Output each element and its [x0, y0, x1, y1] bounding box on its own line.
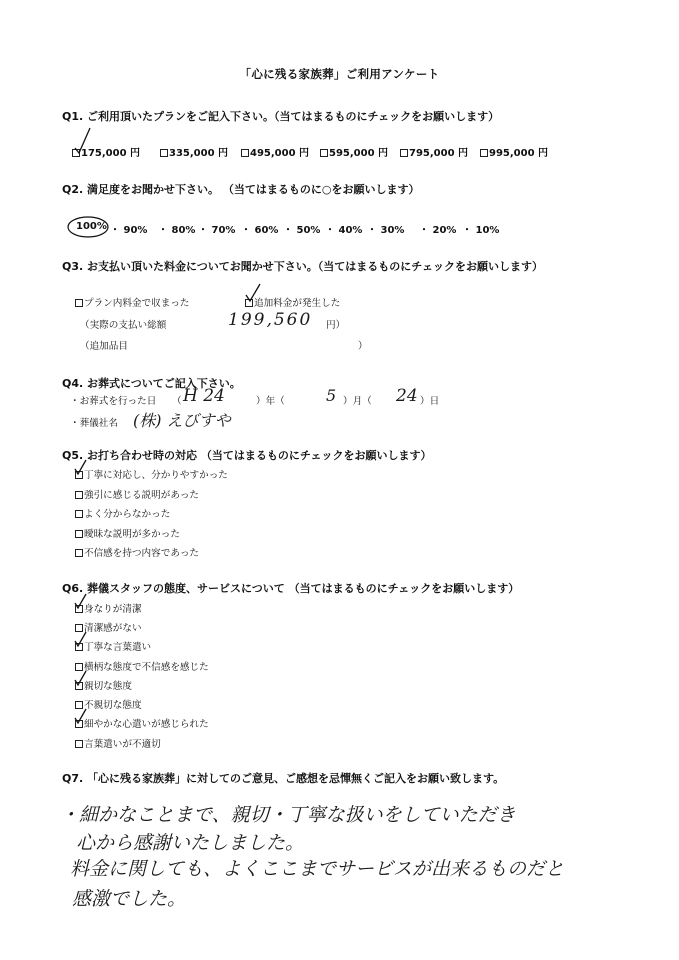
- q4-month-value: 5: [326, 386, 337, 405]
- q6-check-mark: [74, 593, 90, 611]
- checkbox[interactable]: [320, 149, 328, 157]
- q6-check-mark: [74, 670, 90, 688]
- q1-option-label: 595,000 円: [329, 148, 389, 159]
- q3-check-mark: [244, 283, 268, 305]
- q7-comment-line: 料金に関しても、よくここまでサービスが出来るものだと: [70, 858, 565, 880]
- q4-company-label: ・葬儀社名: [70, 418, 118, 429]
- q4-year-close: ）年（: [256, 396, 285, 407]
- q1-option[interactable]: [241, 144, 309, 159]
- q5-option[interactable]: [75, 467, 228, 481]
- checkbox[interactable]: [75, 549, 83, 557]
- checkbox[interactable]: [75, 530, 83, 538]
- q4-year-open: （: [172, 396, 182, 407]
- q6-question: Q6. 葬儀スタッフの態度、サービスについて （当てはまるものにチェックをお願いします）: [62, 582, 520, 595]
- q6-option-label: 横柄な態度で不信感を感じた: [84, 662, 209, 673]
- q2-option[interactable]: ・ 90%: [110, 225, 148, 236]
- q1-option-label: 795,000 円: [409, 148, 469, 159]
- q7-comment-line: 心から感謝いたしました。: [76, 832, 305, 854]
- q7-question: Q7. 「心に残る家族葬」に対してのご意見、ご感想を忌憚無くご記入をお願い致します。: [62, 772, 505, 785]
- q1-option-label: 495,000 円: [250, 148, 310, 159]
- checkbox[interactable]: [480, 149, 488, 157]
- checkbox[interactable]: [400, 149, 408, 157]
- q6-option-label: 丁寧な言葉遣い: [84, 642, 152, 653]
- q3-total-value: 199,560: [228, 310, 313, 330]
- q1-question: Q1. ご利用頂いたプランをご記入下さい。（当てはまるものにチェックをお願いします）: [62, 110, 500, 123]
- q4-day-close: ）日: [420, 396, 440, 407]
- checkbox[interactable]: [75, 740, 83, 748]
- q2-option[interactable]: ・ 50%: [283, 225, 321, 236]
- q5-option[interactable]: [75, 526, 180, 540]
- q1-option-label: 335,000 円: [169, 148, 229, 159]
- q4-date-label: ・お葬式を行った日: [70, 396, 157, 407]
- checkbox[interactable]: [160, 149, 168, 157]
- q1-option-label: 995,000 円: [489, 148, 549, 159]
- q5-option-label: 曖昧な説明が多かった: [84, 529, 180, 540]
- q1-option-label: 175,000 円: [81, 148, 141, 159]
- q6-option-label: 身なりが清潔: [84, 604, 142, 615]
- q3-total-label: （実際の支払い総額: [80, 320, 167, 331]
- q6-option-label: 親切な態度: [84, 681, 132, 692]
- q3-total-unit: 円）: [326, 320, 346, 331]
- q5-option-label: よく分からなかった: [84, 509, 171, 520]
- q4-company-value: (株) えびすや: [133, 411, 231, 430]
- q1-option[interactable]: [320, 144, 388, 159]
- q7-comment-line: 感激でした。: [72, 888, 187, 910]
- q5-option[interactable]: [75, 487, 199, 501]
- q2-option[interactable]: ・ 80%: [158, 225, 196, 236]
- q6-option[interactable]: [75, 659, 209, 673]
- q6-option[interactable]: [75, 736, 161, 750]
- q6-option-label: 清潔感がない: [84, 623, 142, 634]
- q5-check-mark: [74, 459, 90, 477]
- q2-option[interactable]: ・ 10%: [462, 225, 500, 236]
- q7-comment-line: ・細かなことまで、親切・丁寧な扱いをしていただき: [60, 804, 516, 826]
- q4-question: Q4. お葬式についてご記入下さい。: [62, 377, 241, 390]
- checkbox[interactable]: [241, 149, 249, 157]
- q3-option-plan[interactable]: [75, 295, 190, 309]
- q2-option[interactable]: ・ 60%: [241, 225, 279, 236]
- checkbox[interactable]: [75, 510, 83, 518]
- q5-question: Q5. お打ち合わせ時の対応 （当てはまるものにチェックをお願いします）: [62, 449, 432, 462]
- q2-option[interactable]: ・ 20%: [419, 225, 457, 236]
- q2-circle-mark: [67, 215, 111, 239]
- q6-option[interactable]: [75, 716, 209, 730]
- q5-option[interactable]: [75, 545, 199, 559]
- q2-question: Q2. 満足度をお聞かせ下さい。 （当てはまるものに○をお願いします）: [62, 183, 420, 196]
- q3-items-label: （追加品目: [80, 341, 128, 352]
- q3-question: Q3. お支払い頂いた料金についてお聞かせ下さい。（当てはまるものにチェックをお願いします）: [62, 260, 543, 273]
- q1-option[interactable]: [400, 144, 468, 159]
- q4-day-value: 24: [396, 386, 418, 406]
- q1-option[interactable]: [480, 144, 548, 159]
- checkbox[interactable]: [75, 491, 83, 499]
- q6-check-mark: [74, 708, 90, 726]
- q2-option[interactable]: ・ 40%: [325, 225, 363, 236]
- q4-year-value: H 24: [183, 386, 225, 406]
- q5-option-label: 不信感を持つ内容であった: [84, 548, 200, 559]
- checkbox[interactable]: [75, 299, 83, 307]
- q2-option[interactable]: 100%: [76, 221, 107, 232]
- q5-option-label: 丁寧に対応し、分かりやすかった: [84, 470, 228, 481]
- q3-option-extra-label: 追加料金が発生した: [254, 298, 341, 309]
- q6-option-label: 不親切な態度: [84, 700, 142, 711]
- page-title: 「心に残る家族葬」ご利用アンケート: [239, 67, 440, 81]
- q1-check-mark: [72, 126, 102, 156]
- q6-option-label: 言葉遣いが不適切: [84, 739, 161, 750]
- q2-option[interactable]: ・ 30%: [367, 225, 405, 236]
- q6-option-label: 細やかな心遣いが感じられた: [84, 719, 209, 730]
- q4-month-close: ）月（: [343, 396, 372, 407]
- q1-option[interactable]: [160, 144, 228, 159]
- q2-option[interactable]: ・ 70%: [198, 225, 236, 236]
- q6-check-mark: [74, 631, 90, 649]
- q5-option[interactable]: [75, 506, 170, 520]
- q3-items-close: ）: [358, 341, 368, 352]
- q3-option-plan-label: プラン内料金で収まった: [84, 298, 190, 309]
- q5-option-label: 強引に感じる説明があった: [84, 490, 200, 501]
